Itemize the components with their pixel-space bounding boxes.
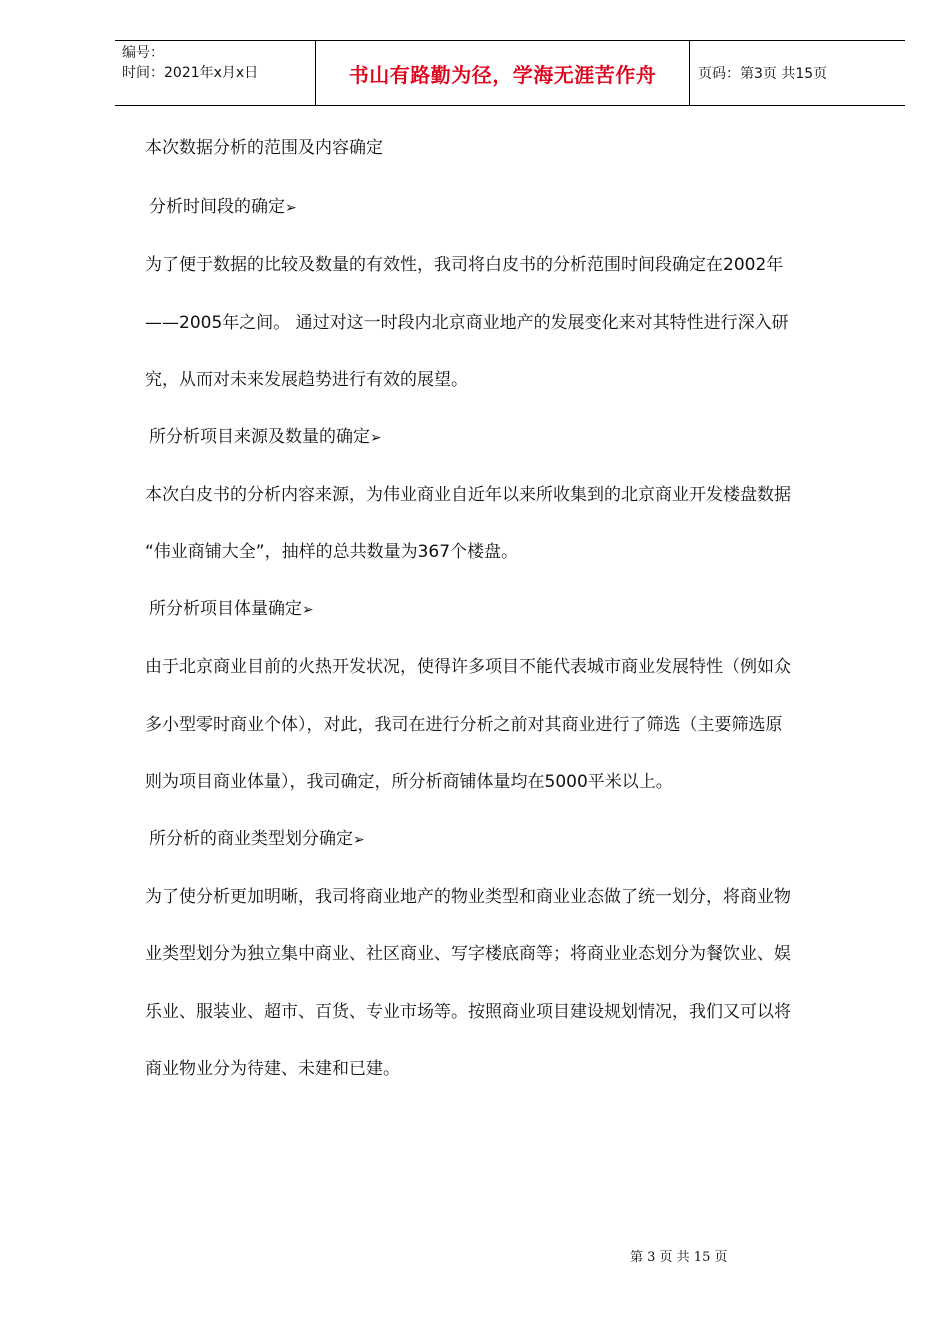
arrow-bullet-icon: ➢ [353,832,365,848]
subheading-text: 分析时间段的确定 [149,197,285,217]
time-label: 时间：2021年x月x日 [122,65,259,81]
subheading-text: 所分析项目体量确定 [149,599,302,619]
header-page-cell [690,41,905,105]
footer-page-number: 第 3 页 共 15 页 [630,1250,728,1265]
paragraph-line: 则为项目商业体量），我司确定，所分析商铺体量均在5000平米以上。 [145,772,673,792]
page-header [115,40,905,106]
paragraph-line: 本次白皮书的分析内容来源，为伟业商业自近年以来所收集到的北京商业开发楼盘数据 [145,485,791,505]
subheading-text: 所分析项目来源及数量的确定 [149,427,370,447]
section-title: 本次数据分析的范围及内容确定 [145,138,383,158]
paragraph-line: 究，从而对未来发展趋势进行有效的展望。 [145,370,468,390]
paragraph-line: 乐业、服装业、超市、百货、专业市场等。按照商业项目建设规划情况，我们又可以将 [145,1002,791,1022]
paragraph-line: 业类型划分为独立集中商业、社区商业、写字楼底商等；将商业业态划分为餐饮业、娱 [145,944,791,964]
paragraph-line: 为了便于数据的比较及数量的有效性，我司将白皮书的分析范围时间段确定在2002年 [145,255,784,275]
paragraph-line: 商业物业分为待建、未建和已建。 [145,1059,400,1079]
paragraph-line: ——2005年之间。 通过对这一时段内北京商业地产的发展变化来对其特性进行深入研 [145,313,789,333]
subheading-source [149,425,382,450]
arrow-bullet-icon: ➢ [302,602,314,618]
paragraph-line: 为了使分析更加明晰，我司将商业地产的物业类型和商业业态做了统一划分，将商业物 [145,887,791,907]
code-label: 编号： [122,45,164,61]
subheading-volume [149,597,314,622]
arrow-bullet-icon: ➢ [370,430,382,446]
header-meta-cell [115,41,316,105]
header-motto-cell [316,41,690,105]
motto-text: 书山有路勤为径，学海无涯苦作舟 [348,62,657,87]
subheading-time-period [149,195,297,220]
subheading-text: 所分析的商业类型划分确定 [149,829,353,849]
paragraph-line: 多小型零时商业个体），对此，我司在进行分析之前对其商业进行了筛选（主要筛选原 [145,715,783,735]
page-info: 页码：第3页 共15页 [698,66,828,82]
subheading-type [149,827,365,852]
paragraph-line: 由于北京商业目前的火热开发状况，使得许多项目不能代表城市商业发展特性（例如众 [145,657,791,677]
paragraph-line: “伟业商铺大全”，抽样的总共数量为367个楼盘。 [145,542,519,562]
arrow-bullet-icon: ➢ [285,200,297,216]
